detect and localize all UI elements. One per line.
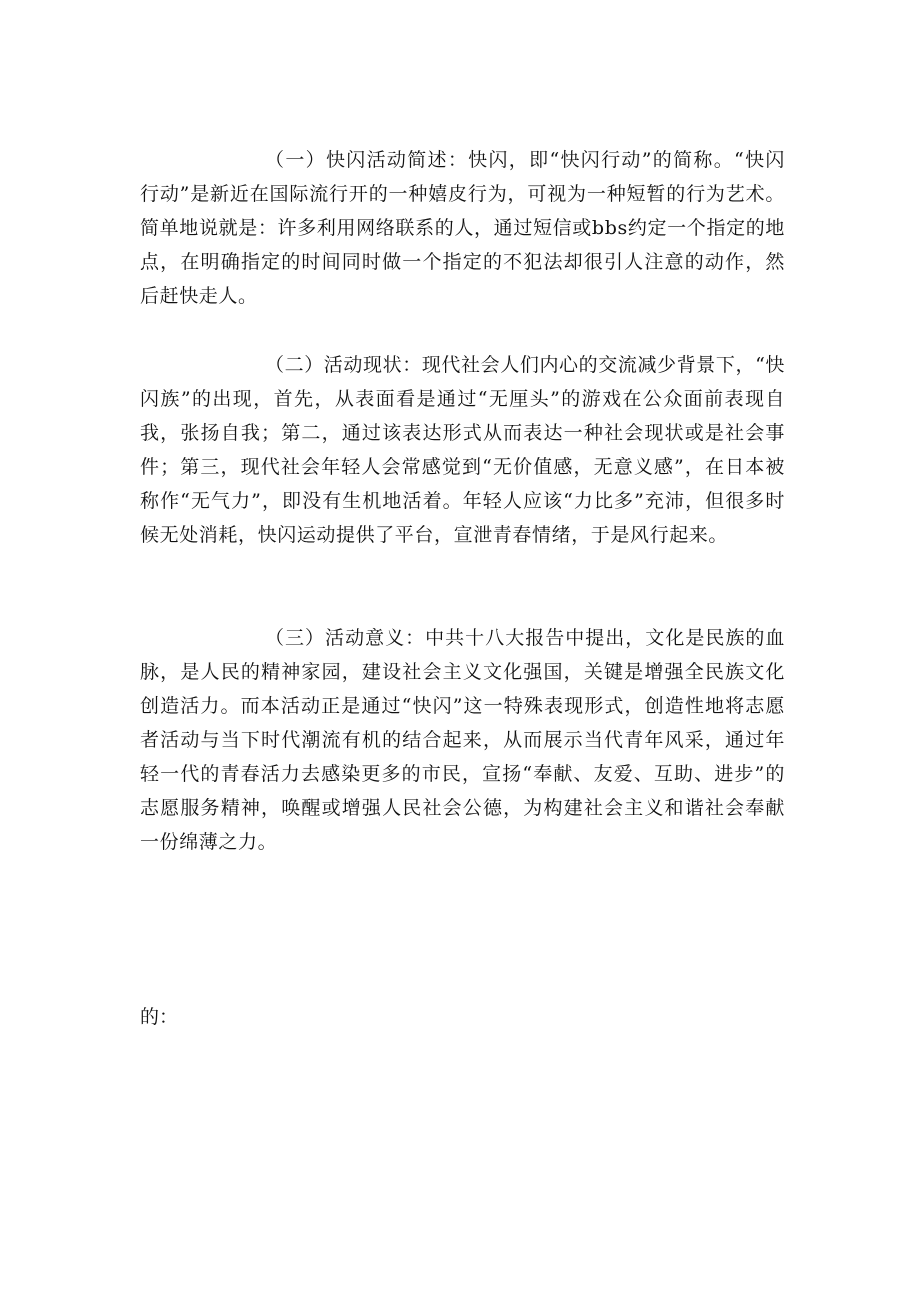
trailing-text: 的： [140,1006,179,1028]
paragraph-current-status: （二）活动现状：现代社会人们内心的交流减少背景下，“快闪族”的出现，首先，从表面看是通过“无厘头”的游戏在公众面前表现自我，张扬自我；第二，通过该表达形式从而表达一种社会现状或是社会事件；第三，现代社会年轻人会常感觉到“无价值感，无意义感”，在日本被称作“无气力”，即没有生机地活着。年轻人应该“力比多”充沛，但很多时候无处消耗，快闪运动提供了平台，宣泄青春情绪，于是风行起来。 [140,354,785,546]
paragraph-overview: （一）快闪活动简述：快闪，即“快闪行动”的简称。“快闪行动”是新近在国际流行开的一种嬉皮行为，可视为一种短暂的行为艺术。简单地说就是：许多利用网络联系的人，通过短信或bbs约定一个指定的地点，在明确指定的时间同时做一个指定的不犯法却很引人注意的动作，然后赶快走人。 [140,149,785,307]
paragraph-significance: （三）活动意义：中共十八大报告中提出，文化是民族的血脉，是人民的精神家园，建设社会主义文化强国，关键是增强全民族文化创造活力。而本活动正是通过“快闪”这一特殊表现形式，创造性地将志愿者活动与当下时代潮流有机的结合起来，从而展示当代青年风采，通过年轻一代的青春活力去感染更多的市民，宣扬“奉献、友爱、互助、进步”的志愿服务精神，唤醒或增强人民社会公德，为构建社会主义和谐社会奉献一份绵薄之力。 [140,627,785,853]
